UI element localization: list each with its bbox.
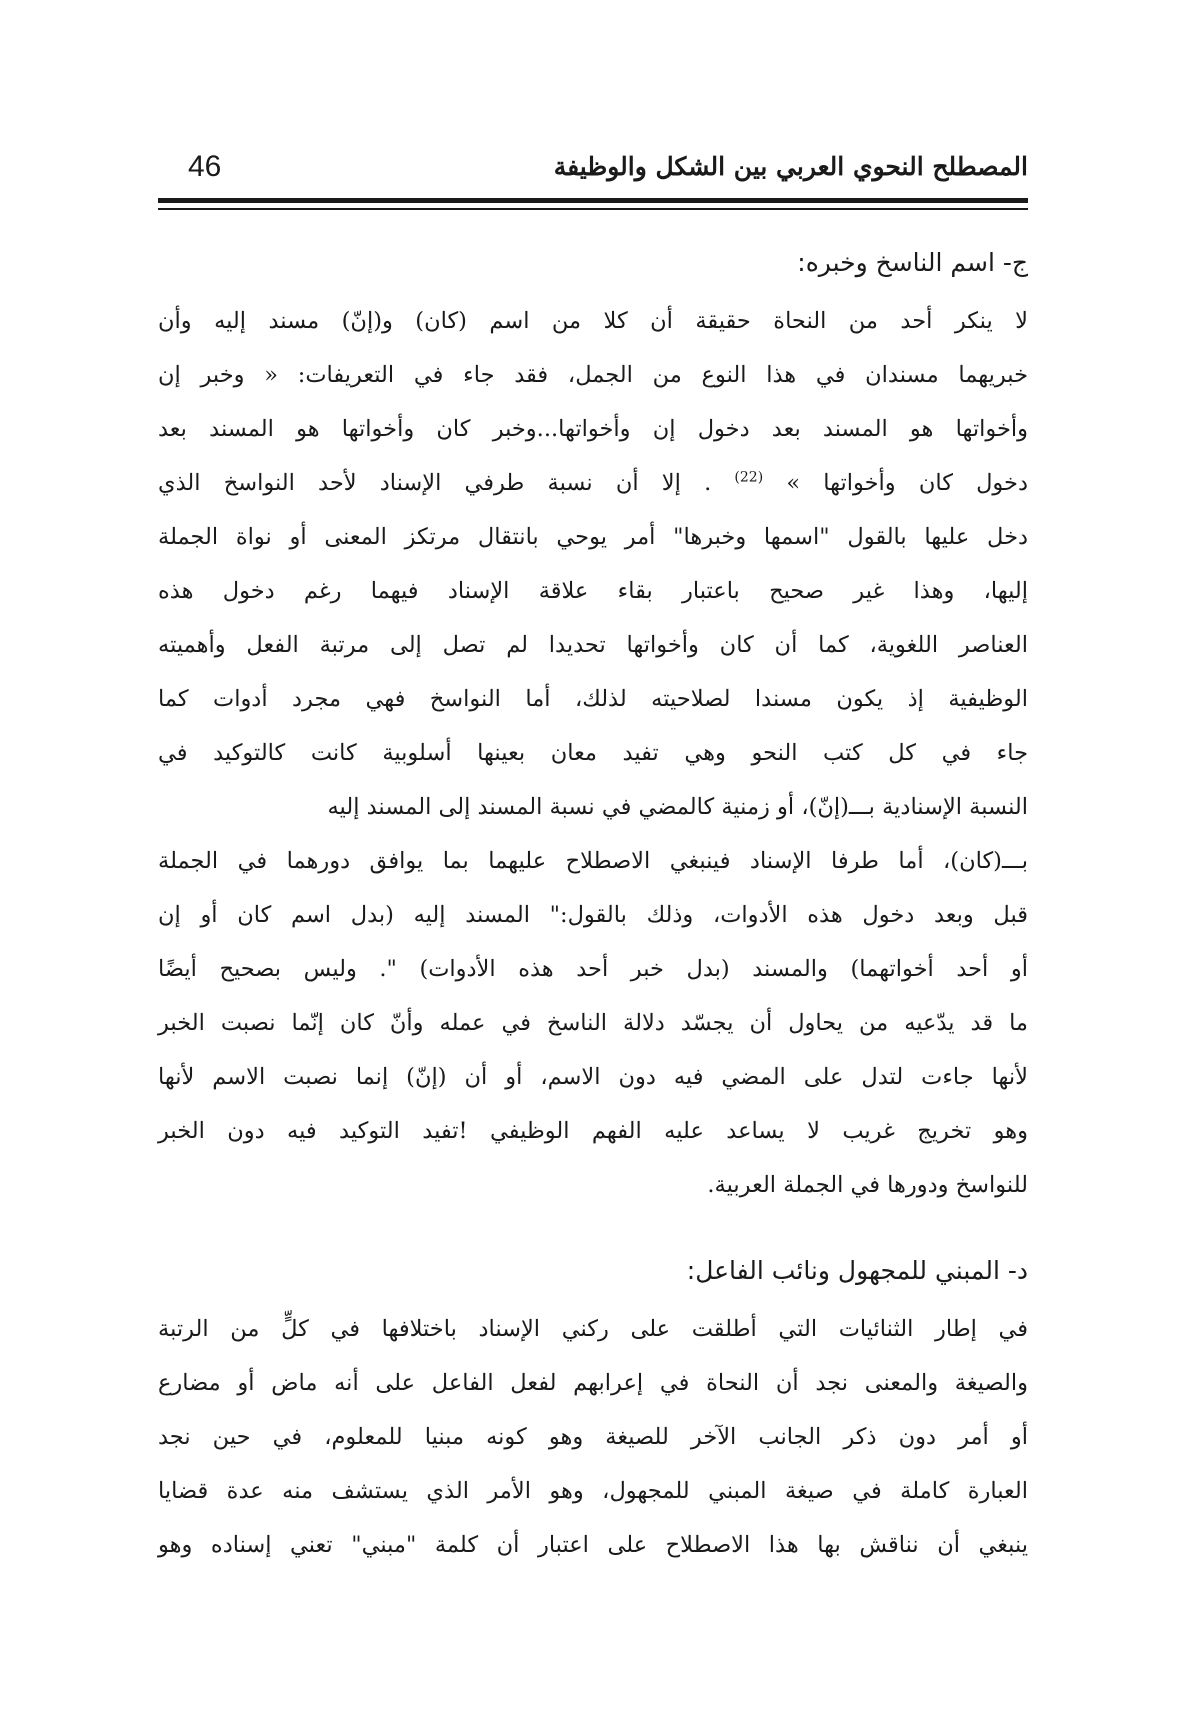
running-header <box>158 150 1028 196</box>
paragraph-line: في إطار الثنائيات التي أطلقت على ركني الإسناد باختلافها في كلٍّ من الرتبة <box>158 1316 1028 1342</box>
paragraph-line: ما قد يدّعيه من يحاول أن يجسّد دلالة الناسخ في عمله وأنّ كان إنّما نصبت الخبر <box>158 1010 1028 1036</box>
paragraph-line: وهو تخريج غريب لا يساعد عليه الفهم الوظيفي !تفيد التوكيد فيه دون الخبر <box>158 1118 1028 1144</box>
paragraph-line: العبارة كاملة في صيغة المبني للمجهول، وهو الأمر الذي يستشف منه عدة قضايا <box>158 1478 1028 1504</box>
header-rule-thick <box>158 198 1028 203</box>
paragraph-line: لا ينكر أحد من النحاة حقيقة أن كلا من اسم (كان) و(إنّ) مسند إليه وأن <box>158 308 1028 334</box>
paragraph-line: إليها، وهذا غير صحيح باعتبار بقاء علاقة الإسناد فيهما رغم دخول هذه <box>158 578 1028 604</box>
section-heading-j: ج- اسم الناسخ وخبره: <box>797 248 1028 277</box>
page-number: 46 <box>188 150 222 183</box>
paragraph-line: خبريهما مسندان في هذا النوع من الجمل، فقد جاء في التعريفات: « وخبر إن <box>158 362 1028 388</box>
section-heading-d: د- المبني للمجهول ونائب الفاعل: <box>686 1256 1028 1285</box>
paragraph-line: دخل عليها بالقول "اسمها وخبرها" أمر يوحي بانتقال مرتكز المعنى أو نواة الجملة <box>158 524 1028 550</box>
paragraph-line: لأنها جاءت لتدل على المضي فيه دون الاسم، أو أن (إنّ) إنما نصبت الاسم لأنها <box>158 1064 1028 1090</box>
line-text: . إلا أن نسبة طرفي الإسناد لأحد النواسخ الذي <box>158 470 712 496</box>
paragraph-line-with-footnote <box>158 456 1028 510</box>
paragraph-line: النسبة الإسنادية بـــ(إنّ)، أو زمنية كالمضي في نسبة المسند إلى المسند إليه <box>327 794 1028 820</box>
paragraph-line: بـــ(كان)، أما طرفا الإسناد فينبغي الاصطلاح عليهما بما يوافق دورهما في الجملة <box>158 848 1028 874</box>
paragraph-line: قبل وبعد دخول هذه الأدوات، وذلك بالقول:" المسند إليه (بدل اسم كان أو إن <box>158 902 1029 928</box>
paragraph-line: جاء في كل كتب النحو وهي تفيد معان بعينها أسلوبية كانت كالتوكيد في <box>158 740 1028 766</box>
section-spacer <box>158 1212 1028 1240</box>
paragraph-line: ينبغي أن نناقش بها هذا الاصطلاح على اعتبار أن كلمة "مبني" تعني إسناده وهو <box>158 1532 1028 1558</box>
paragraph-line: والصيغة والمعنى نجد أن النحاة في إعرابهم لفعل الفاعل على أنه ماض أو مضارع <box>158 1370 1028 1396</box>
paragraph-line: أو أمر دون ذكر الجانب الآخر للصيغة وهو كونه مبنيا للمعلوم، في حين نجد <box>158 1424 1028 1450</box>
line-text: دخول كان وأخواتها » <box>786 470 1028 496</box>
header-rule-thin <box>158 208 1028 210</box>
paragraph-line: العناصر اللغوية، كما أن كان وأخواتها تحديدا لم تصل إلى مرتبة الفعل وأهميته <box>158 632 1028 658</box>
paragraph-line: أو أحد أخواتهما) والمسند (بدل خبر أحد هذه الأدوات) ". وليس بصحيح أيضًا <box>158 956 1028 982</box>
page-body <box>158 232 1028 1572</box>
paragraph-line: وأخواتها هو المسند بعد دخول إن وأخواتها...وخبر كان وأخواتها هو المسند بعد <box>158 416 1028 442</box>
paragraph-line: الوظيفية إذ يكون مسندا لصلاحيته لذلك، أما النواسخ فهي مجرد أدوات كما <box>158 686 1028 712</box>
book-title: المصطلح النحوي العربي بين الشكل والوظيفة <box>553 152 1028 181</box>
paragraph-line: للنواسخ ودورها في الجملة العربية. <box>707 1172 1028 1198</box>
footnote-reference[interactable]: (22) <box>734 469 764 486</box>
